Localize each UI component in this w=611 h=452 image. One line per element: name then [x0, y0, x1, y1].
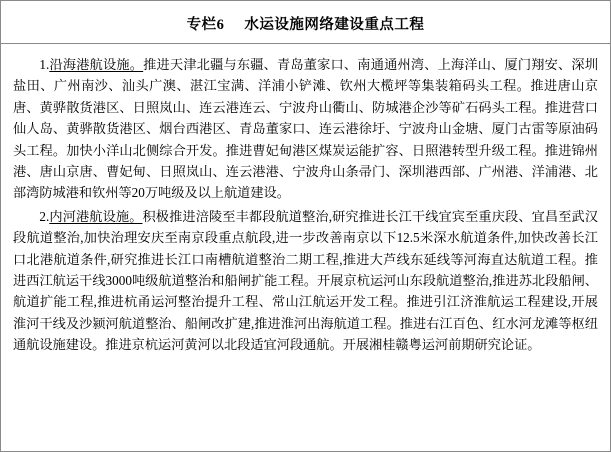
paragraph-2-lead: 内河港航设施。	[49, 208, 143, 224]
paragraph-2-number: 2.	[39, 208, 50, 224]
paragraph-2	[13, 206, 598, 356]
paragraph-1-lead: 沿海港航设施。	[49, 57, 144, 72]
paragraph-1-number: 1.	[39, 57, 50, 72]
panel-body	[1, 44, 610, 364]
panel-title-row	[1, 1, 610, 44]
paragraph-2-body: 积极推进涪陵至丰都段航道整治,研究推进长江干线宜宾至重庆段、宜昌至武汉段航道整治,加快治理安庆至南京段重点航段,进一步改善南京以下12.5米深水航道条件,加快改善长江口北港航道条件,研究推进长江口南槽航道整治二期工程,推进大芦线东延线等河海直达航道工程。推进西江航运干线3000吨级航道整治和船闸扩能工程。开展京杭运河山东段航道整治,推进苏北段船闸、航道扩能工程,推进杭甬运河整治提升工程、常山江航运开发工程。推进引江济淮航运工程建设,开展淮河干线及沙颍河航道整治、船闸改扩建,推进淮河出海航道工程。推进右江百色、红水河龙滩等枢纽通航设施建设。推进京杭运河黄河以北段适宜河段通航。开展湘桂赣粤运河前期研究论证。	[13, 208, 599, 353]
paragraph-1-body: 推进天津北疆与东疆、青岛董家口、南通通州湾、上海洋山、厦门翔安、深圳盐田、广州南沙、汕头广澳、湛江宝满、洋浦小铲滩、钦州大榄坪等集装箱码头工程。推进唐山京唐、黄骅散货港区、日照岚山、连云港连云、宁波舟山衢山、防城港企沙等矿石码头工程。推进营口仙人岛、黄骅散货港区、烟台西港区、青岛董家口、连云港徐圩、宁波舟山金塘、厦门古雷等原油码头工程。加快小洋山北侧综合开发。推进曹妃甸港区煤炭运能扩容、日照港转型升级工程。推进锦州港、唐山京唐、曹妃甸、日照岚山、连云港港、宁波舟山条帚门、深圳港西部、广州港、洋浦港、北部湾防城港和钦州等20万吨级及以上航道建设。	[13, 57, 599, 201]
panel-title-label: 专栏6	[186, 17, 225, 33]
paragraph-1	[13, 54, 598, 204]
panel-title-text: 水运设施网络建设重点工程	[244, 17, 425, 33]
